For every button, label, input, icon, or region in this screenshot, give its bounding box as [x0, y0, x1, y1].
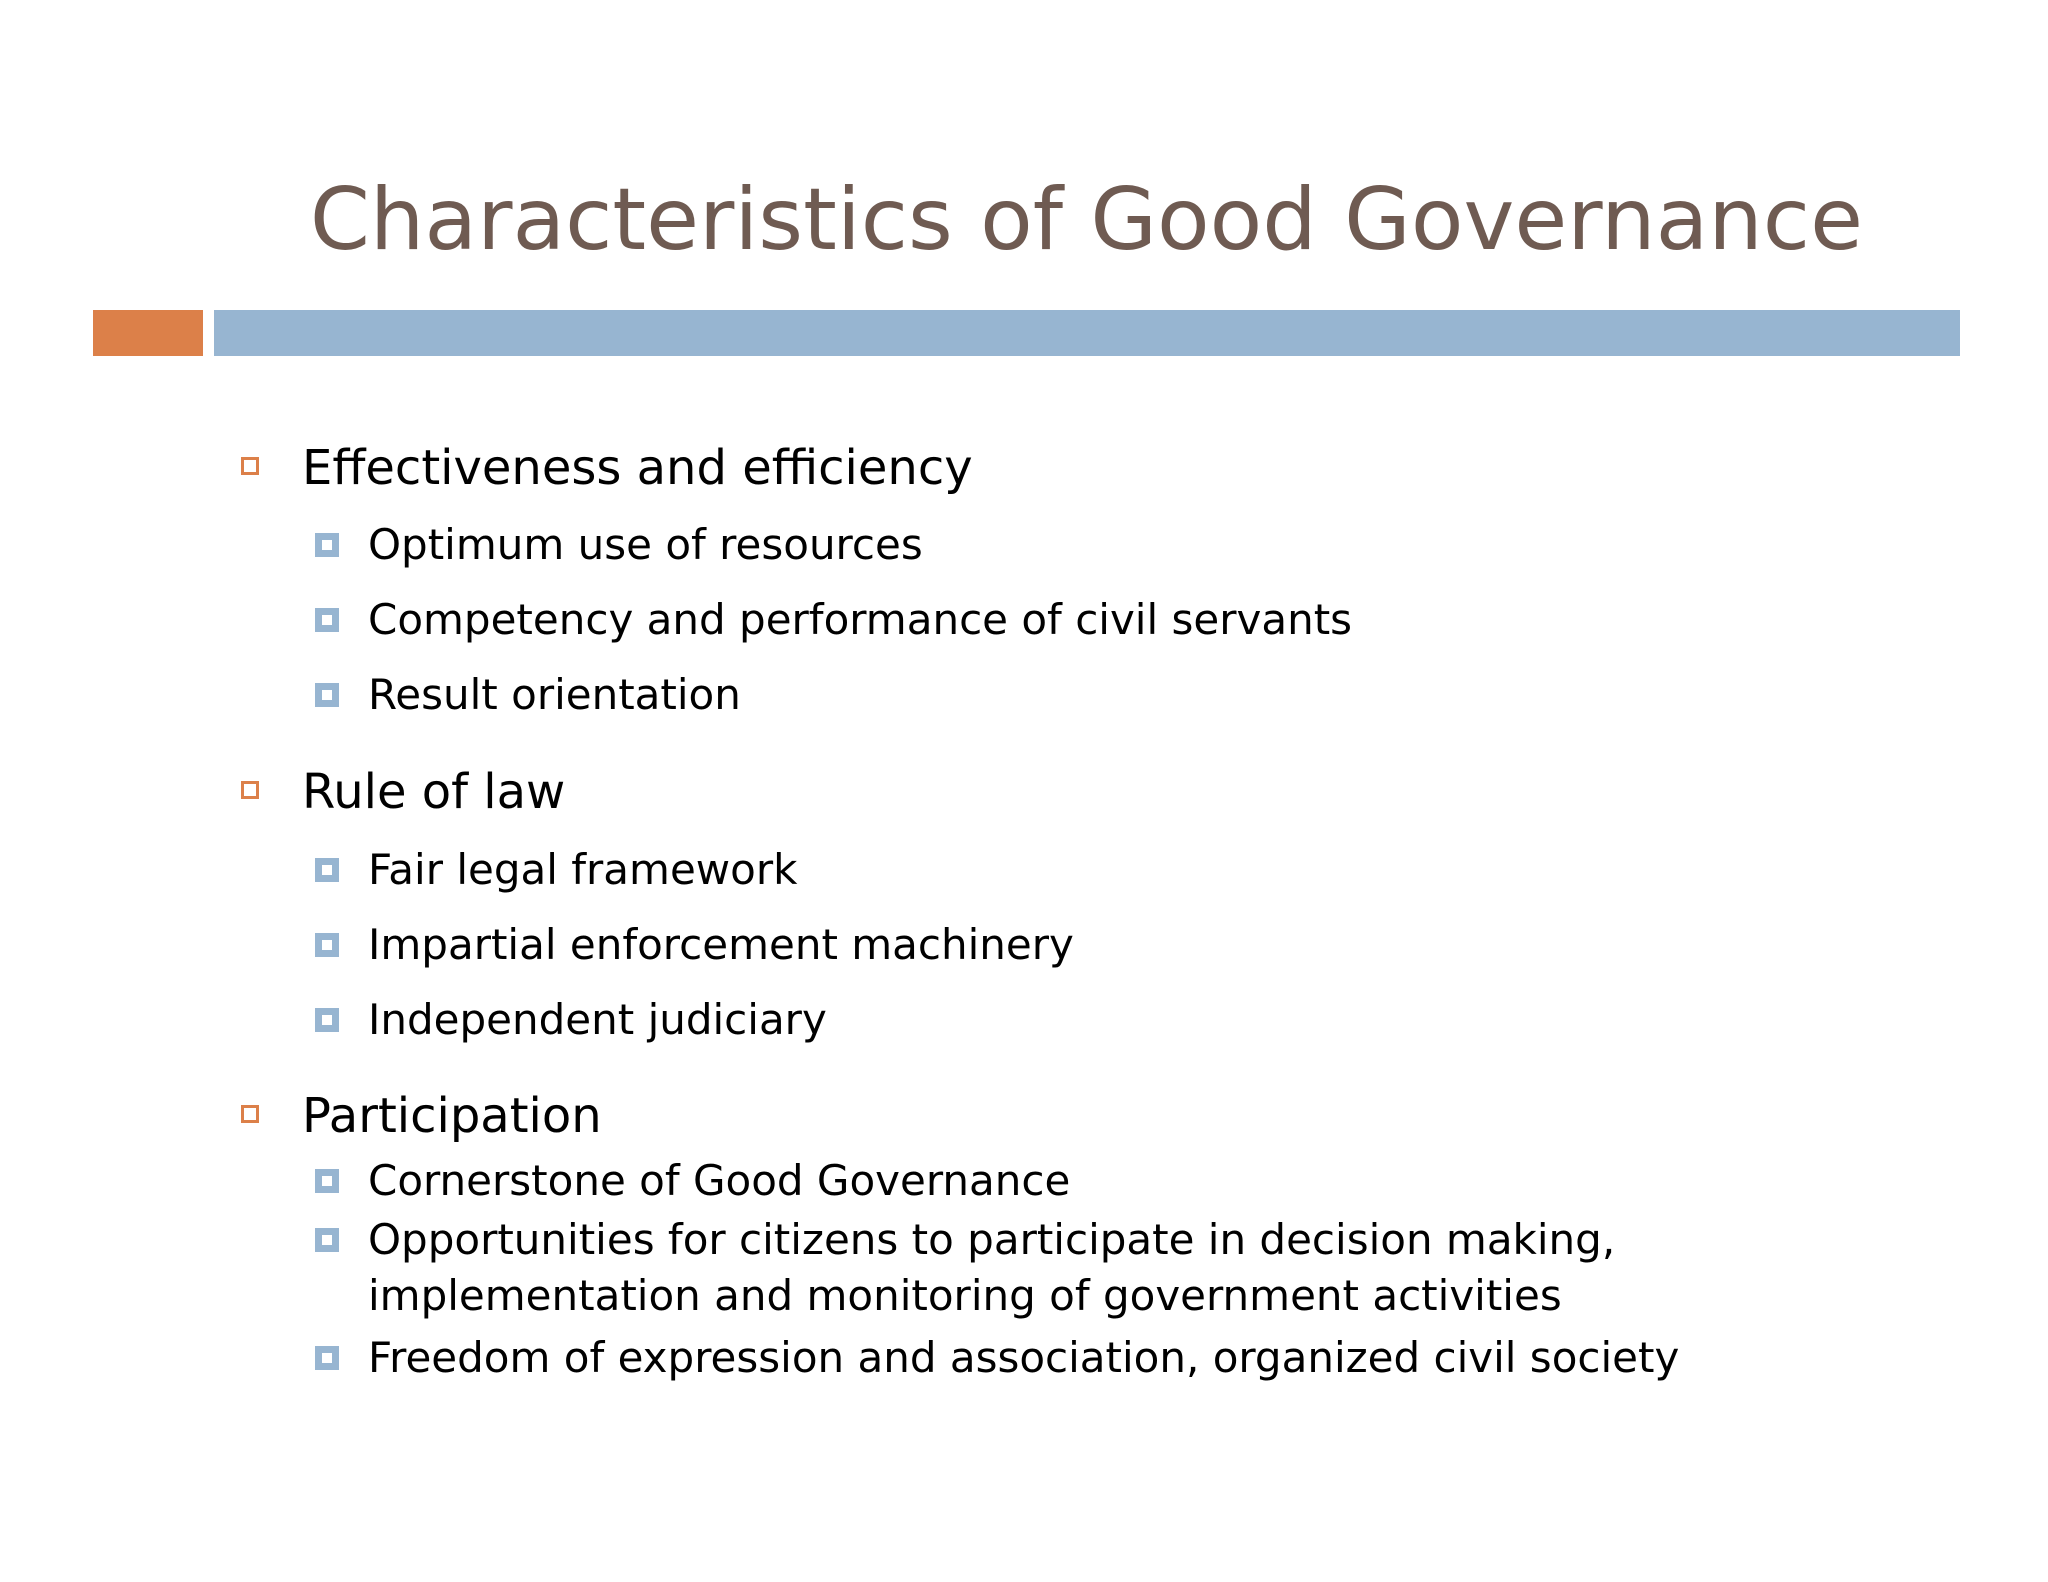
- list-item: [0, 842, 1800, 894]
- list-item-text-line: Opportunities for citizens to participate in decision making,: [368, 1215, 1616, 1264]
- list-item: [0, 667, 1800, 719]
- list-item-text: Independent judiciary: [368, 995, 827, 1044]
- section-heading: [0, 438, 1800, 498]
- list-item-text: Freedom of expression and association, organized civil society: [368, 1333, 1680, 1382]
- square-bullet-icon: [315, 1228, 339, 1252]
- list-item-text: Cornerstone of Good Governance: [368, 1156, 1071, 1205]
- square-bullet-icon: [315, 1008, 339, 1032]
- section-heading: [0, 762, 1800, 822]
- list-item-text: Impartial enforcement machinery: [368, 920, 1074, 969]
- list-item-text: Fair legal framework: [368, 845, 798, 894]
- square-bullet-icon: [315, 608, 339, 632]
- list-item: [0, 992, 1800, 1044]
- list-item: [0, 517, 1800, 569]
- section-heading-text: Participation: [302, 1088, 602, 1144]
- section-heading-text: Effectiveness and efficiency: [302, 440, 973, 496]
- list-item-text-line: implementation and monitoring of government activities: [368, 1271, 1562, 1320]
- list-item: [0, 1153, 1800, 1205]
- square-bullet-icon: [241, 1105, 259, 1123]
- list-item: [0, 917, 1800, 969]
- square-bullet-icon: [315, 1346, 339, 1370]
- square-bullet-icon: [315, 683, 339, 707]
- square-bullet-icon: [241, 457, 259, 475]
- list-item: [0, 1212, 1800, 1324]
- square-bullet-icon: [315, 933, 339, 957]
- section-heading-text: Rule of law: [302, 764, 566, 820]
- list-item-text: Competency and performance of civil servants: [368, 595, 1353, 644]
- slide-title: Characteristics of Good Governance: [309, 170, 1863, 270]
- square-bullet-icon: [315, 1169, 339, 1193]
- square-bullet-icon: [241, 781, 259, 799]
- list-item-text: Optimum use of resources: [368, 520, 923, 569]
- list-item: [0, 1330, 1800, 1382]
- list-item-text: [368, 1212, 1615, 1324]
- list-item-text: Result orientation: [368, 670, 741, 719]
- list-item: [0, 592, 1800, 644]
- square-bullet-icon: [315, 858, 339, 882]
- section-heading: [0, 1086, 1800, 1146]
- square-bullet-icon: [315, 533, 339, 557]
